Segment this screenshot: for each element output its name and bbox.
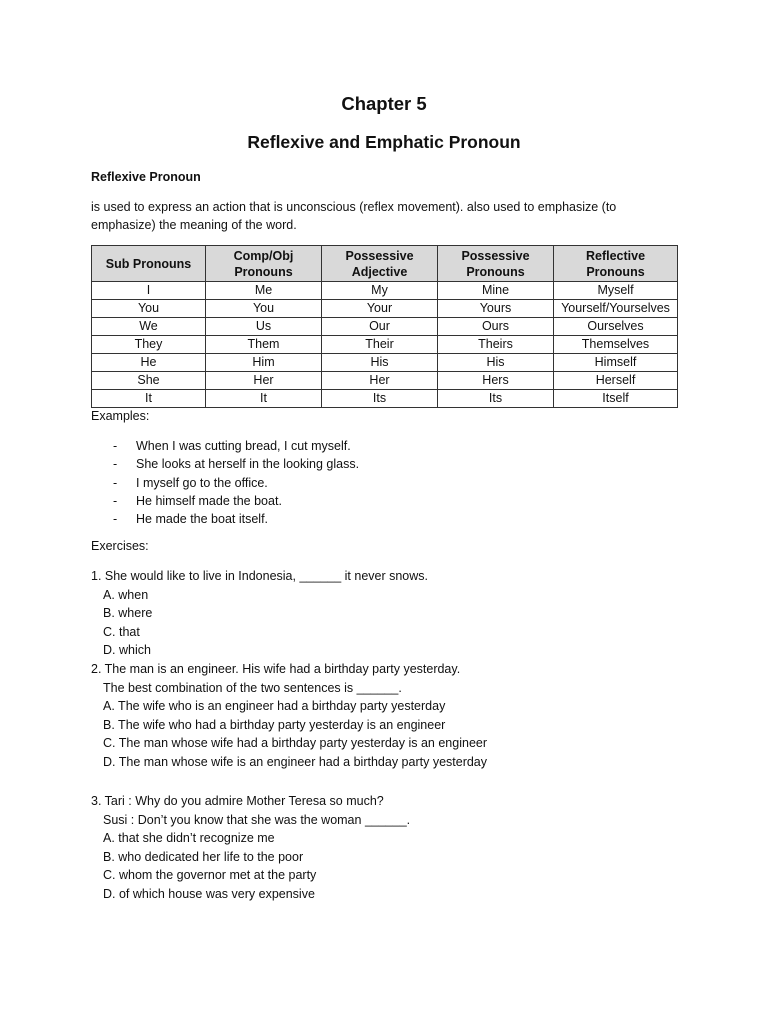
examples-label: Examples: <box>91 409 150 423</box>
exercise-item <box>91 660 487 771</box>
exercise-option: D. The man whose wife is an engineer had a birthday party yesterday <box>103 754 488 769</box>
table-cell: She <box>92 372 206 390</box>
example-item <box>91 510 359 528</box>
table-cell: You <box>92 300 206 318</box>
table-cell: Us <box>206 318 322 336</box>
bullet-dash: - <box>113 475 118 490</box>
table-cell: Your <box>322 300 438 318</box>
exercise-question-line: 2. The man is an engineer. His wife had a birthday party yesterday. <box>91 662 461 676</box>
bullet-dash: - <box>113 512 118 527</box>
example-text: When I was cutting bread, I cut myself. <box>136 439 351 453</box>
table-cell: My <box>322 282 438 300</box>
table-cell: Her <box>322 372 438 390</box>
example-item <box>91 474 359 492</box>
exercise-question-line: 3. Tari : Why do you admire Mother Teresa so much? <box>91 794 384 808</box>
exercises-label: Exercises: <box>91 539 149 553</box>
table-cell: Its <box>322 390 438 408</box>
exercise-option: A. when <box>103 587 149 602</box>
table-cell: His <box>322 354 438 372</box>
table-row <box>92 354 678 372</box>
example-item <box>91 437 359 455</box>
exercise-option: D. of which house was very expensive <box>103 886 315 901</box>
table-cell: Theirs <box>438 336 554 354</box>
exercise-option: C. that <box>103 624 140 639</box>
table-row <box>92 318 678 336</box>
exercise-item <box>91 792 410 903</box>
exercise-option: C. The man whose wife had a birthday party yesterday is an engineer <box>103 736 488 750</box>
column-header: Possessive Adjective <box>322 246 438 282</box>
table-cell: Myself <box>554 282 678 300</box>
example-text: She looks at herself in the looking glass. <box>136 457 360 472</box>
table-cell: Herself <box>554 372 678 390</box>
table-row <box>92 372 678 390</box>
exercise-option: B. where <box>103 606 153 620</box>
example-text: I myself go to the office. <box>136 475 268 490</box>
pronoun-table <box>91 245 678 408</box>
table-cell: Hers <box>438 372 554 390</box>
table-cell: Our <box>322 318 438 336</box>
page-title: Reflexive and Emphatic Pronoun <box>247 132 521 152</box>
table-cell: Themselves <box>554 336 678 354</box>
table-cell: We <box>92 318 206 336</box>
bullet-dash: - <box>113 493 118 508</box>
intro-line: emphasize) the meaning of the word. <box>91 218 297 232</box>
exercise-option: B. who dedicated her life to the poor <box>103 849 304 864</box>
table-cell: Him <box>206 354 322 372</box>
exercise-option: A. The wife who is an engineer had a birthday party yesterday <box>103 699 446 713</box>
table-cell: Yourself/Yourselves <box>554 300 678 318</box>
example-item <box>91 492 359 510</box>
table-row <box>92 282 678 300</box>
table-row <box>92 300 678 318</box>
example-item <box>91 455 359 473</box>
table-cell: Me <box>206 282 322 300</box>
table-row <box>92 336 678 354</box>
column-header: Comp/Obj Pronouns <box>206 246 322 282</box>
exercise-item <box>91 567 428 660</box>
exercise-option: B. The wife who had a birthday party yesterday is an engineer <box>103 717 446 732</box>
table-cell: It <box>206 390 322 408</box>
table-cell: Ourselves <box>554 318 678 336</box>
chapter-heading: Chapter 5 <box>341 93 427 114</box>
column-header: Sub Pronouns <box>92 246 206 282</box>
table-cell: I <box>92 282 206 300</box>
table-cell: Yours <box>438 300 554 318</box>
column-header: Possessive Pronouns <box>438 246 554 282</box>
column-header: Reflective Pronouns <box>554 246 678 282</box>
table-cell: Himself <box>554 354 678 372</box>
exercise-question-line: Susi : Don’t you know that she was the woman ______. <box>103 812 411 827</box>
intro-paragraph <box>91 198 691 234</box>
exercise-option: D. which <box>103 643 151 657</box>
table-header-row <box>92 246 678 282</box>
table-cell: You <box>206 300 322 318</box>
table-cell: They <box>92 336 206 354</box>
table-cell: Mine <box>438 282 554 300</box>
table-cell: Their <box>322 336 438 354</box>
example-text: He made the boat itself. <box>136 512 269 527</box>
exercise-option: A. that she didn’t recognize me <box>103 831 275 845</box>
exercise-question-line: The best combination of the two sentences is ______. <box>103 680 402 695</box>
bullet-dash: - <box>113 439 118 453</box>
table-cell: Itself <box>554 390 678 408</box>
section-heading: Reflexive Pronoun <box>91 170 201 184</box>
examples-list <box>91 437 359 528</box>
table-cell: He <box>92 354 206 372</box>
bullet-dash: - <box>113 457 118 472</box>
exercise-option: C. whom the governor met at the party <box>103 868 317 882</box>
example-text: He himself made the boat. <box>136 493 282 508</box>
table-cell: His <box>438 354 554 372</box>
table-cell: Them <box>206 336 322 354</box>
table-cell: Her <box>206 372 322 390</box>
table-cell: It <box>92 390 206 408</box>
table-cell: Its <box>438 390 554 408</box>
table-cell: Ours <box>438 318 554 336</box>
exercise-question-line: 1. She would like to live in Indonesia, ______ it never snows. <box>91 569 429 583</box>
table-row <box>92 390 678 408</box>
intro-line: is used to express an action that is unconscious (reflex movement). also used to emphasize (to <box>91 200 617 214</box>
